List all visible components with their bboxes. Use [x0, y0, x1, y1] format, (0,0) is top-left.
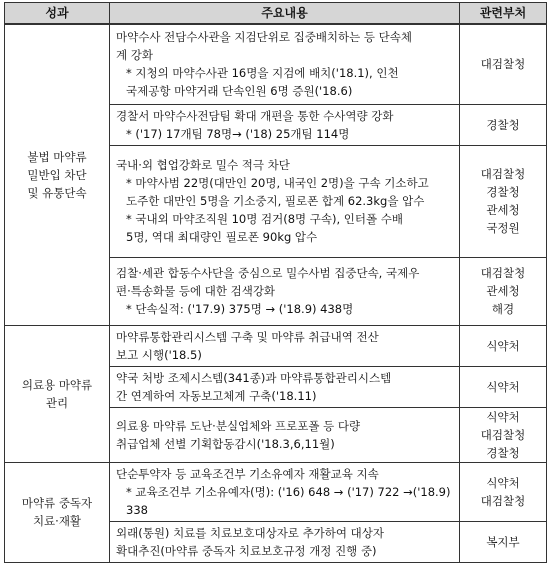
dept-cell [460, 366, 547, 407]
header-result: 성과 [5, 3, 110, 25]
header-dept: 관련부처 [460, 3, 547, 25]
result-label: 마약류 중독자 [21, 496, 93, 510]
content-text: 보고 시행('18.5) [116, 347, 202, 362]
content-cell [110, 145, 460, 257]
content-text: 단순투약자 등 교육조건부 기소유예자 재활교육 지속 [116, 466, 379, 481]
dept-label: 관세청 [486, 203, 520, 217]
dept-label: 대검찰청 [480, 427, 526, 442]
result-label: 관리 [45, 395, 69, 410]
content-detail: 도주한 대만인 5명을 기소중지, 필로폰 합계 62.3kg을 압수 [126, 194, 425, 208]
result-cell [5, 462, 110, 562]
dept-label: 경찰청 [486, 185, 520, 199]
table-header-row [5, 3, 547, 25]
content-text: 약국 처방 조제시스템(341종)과 마약류통합관리시스템 [116, 370, 392, 385]
content-detail: * ('17) 17개팀 78명→ ('18) 25개팀 114명 [126, 126, 350, 141]
table-row [5, 462, 547, 521]
dept-label: 대검찰청 [480, 167, 526, 181]
content-detail: * 마약사범 22명(대만인 20명, 내국인 2명)을 구속 기소하고 [126, 176, 429, 190]
content-text: 경찰서 마약수사전담팀 확대 개편을 통한 수사역량 강화 [116, 108, 394, 123]
result-label: 치료·재활 [32, 514, 82, 528]
dept-label: 대검찰청 [480, 57, 526, 72]
dept-label: 경찰청 [486, 445, 520, 460]
dept-label: 국정원 [486, 221, 520, 235]
table-row [5, 325, 547, 366]
content-text: 의료용 마약류 도난·분실업체와 프로포폴 등 다량 [116, 418, 361, 433]
content-detail: * 지청의 마약수사관 16명을 지검에 배치('18.1), 인천 [126, 66, 399, 81]
result-label: 및 유통단속 [27, 185, 87, 200]
table-row [5, 24, 547, 104]
dept-label: 식약처 [486, 409, 520, 424]
content-cell [110, 257, 460, 325]
content-text: 계 강화 [116, 48, 153, 63]
content-detail: 국제공항 마약거래 단속인원 6명 증원('18.6) [126, 84, 353, 99]
dept-label: 식약처 [486, 379, 520, 394]
content-text: 외래(통원) 치료를 치료보호대상자로 추가하여 대상자 [116, 525, 384, 540]
content-detail: * 교육조건부 기소유예자(명): ('16) 648 → ('17) 722 →('18.9) [126, 484, 451, 499]
content-text: 편·특송화물 등에 대한 검색강화 [116, 284, 276, 298]
result-label: 불법 마약류 [27, 149, 87, 164]
content-cell [110, 462, 460, 521]
content-text: 간 연계하여 자동보고체계 구축('18.11) [116, 388, 317, 403]
dept-label: 해경 [491, 302, 515, 316]
dept-label: 복지부 [486, 534, 520, 549]
dept-cell [460, 24, 547, 104]
content-text: 검찰·세관 합동수사단을 중심으로 밀수사범 집중단속, 국제우 [116, 266, 420, 280]
result-cell [5, 325, 110, 462]
content-cell [110, 407, 460, 462]
dept-label: 식약처 [486, 475, 520, 490]
result-label: 의료용 마약류 [21, 377, 93, 392]
achievements-table [4, 2, 547, 563]
dept-label: 식약처 [486, 338, 520, 353]
dept-label: 대검찰청 [480, 266, 526, 280]
result-label: 밀반입 차단 [27, 167, 87, 182]
dept-cell [460, 521, 547, 562]
content-detail: * 국내외 마약조직원 10명 검거(8명 구속), 인터폴 수배 [126, 212, 403, 226]
dept-label: 경찰청 [486, 117, 520, 132]
dept-cell [460, 104, 547, 145]
content-detail: 5명, 역대 최대량인 필로폰 90kg 압수 [126, 230, 318, 244]
content-cell [110, 24, 460, 104]
header-content: 주요내용 [110, 3, 460, 25]
content-cell [110, 521, 460, 562]
dept-label: 대검찰청 [480, 493, 526, 508]
dept-label: 관세청 [486, 284, 520, 298]
content-text: 취급업체 선별 기획합동감시('18.3,6,11월) [116, 436, 335, 451]
content-cell [110, 325, 460, 366]
content-text: 마약수사 전담수사관을 지검단위로 집중배치하는 등 단속체 [116, 30, 412, 45]
dept-cell [460, 462, 547, 521]
result-cell [5, 24, 110, 325]
dept-cell [460, 407, 547, 462]
dept-cell [460, 257, 547, 325]
content-detail: * 단속실적: ('17.9) 375명 → ('18.9) 438명 [126, 302, 354, 316]
dept-cell [460, 325, 547, 366]
content-detail: 338 [126, 502, 148, 517]
content-cell [110, 104, 460, 145]
content-text: 마약류통합관리시스템 구축 및 마약류 취급내역 전산 [116, 329, 379, 344]
content-text: 확대추진(마약류 중독자 치료보호규정 개정 진행 중) [116, 543, 377, 558]
content-text: 국내·외 협업강화로 밀수 적극 차단 [116, 158, 290, 172]
dept-cell [460, 145, 547, 257]
table-body [5, 24, 547, 562]
content-cell [110, 366, 460, 407]
